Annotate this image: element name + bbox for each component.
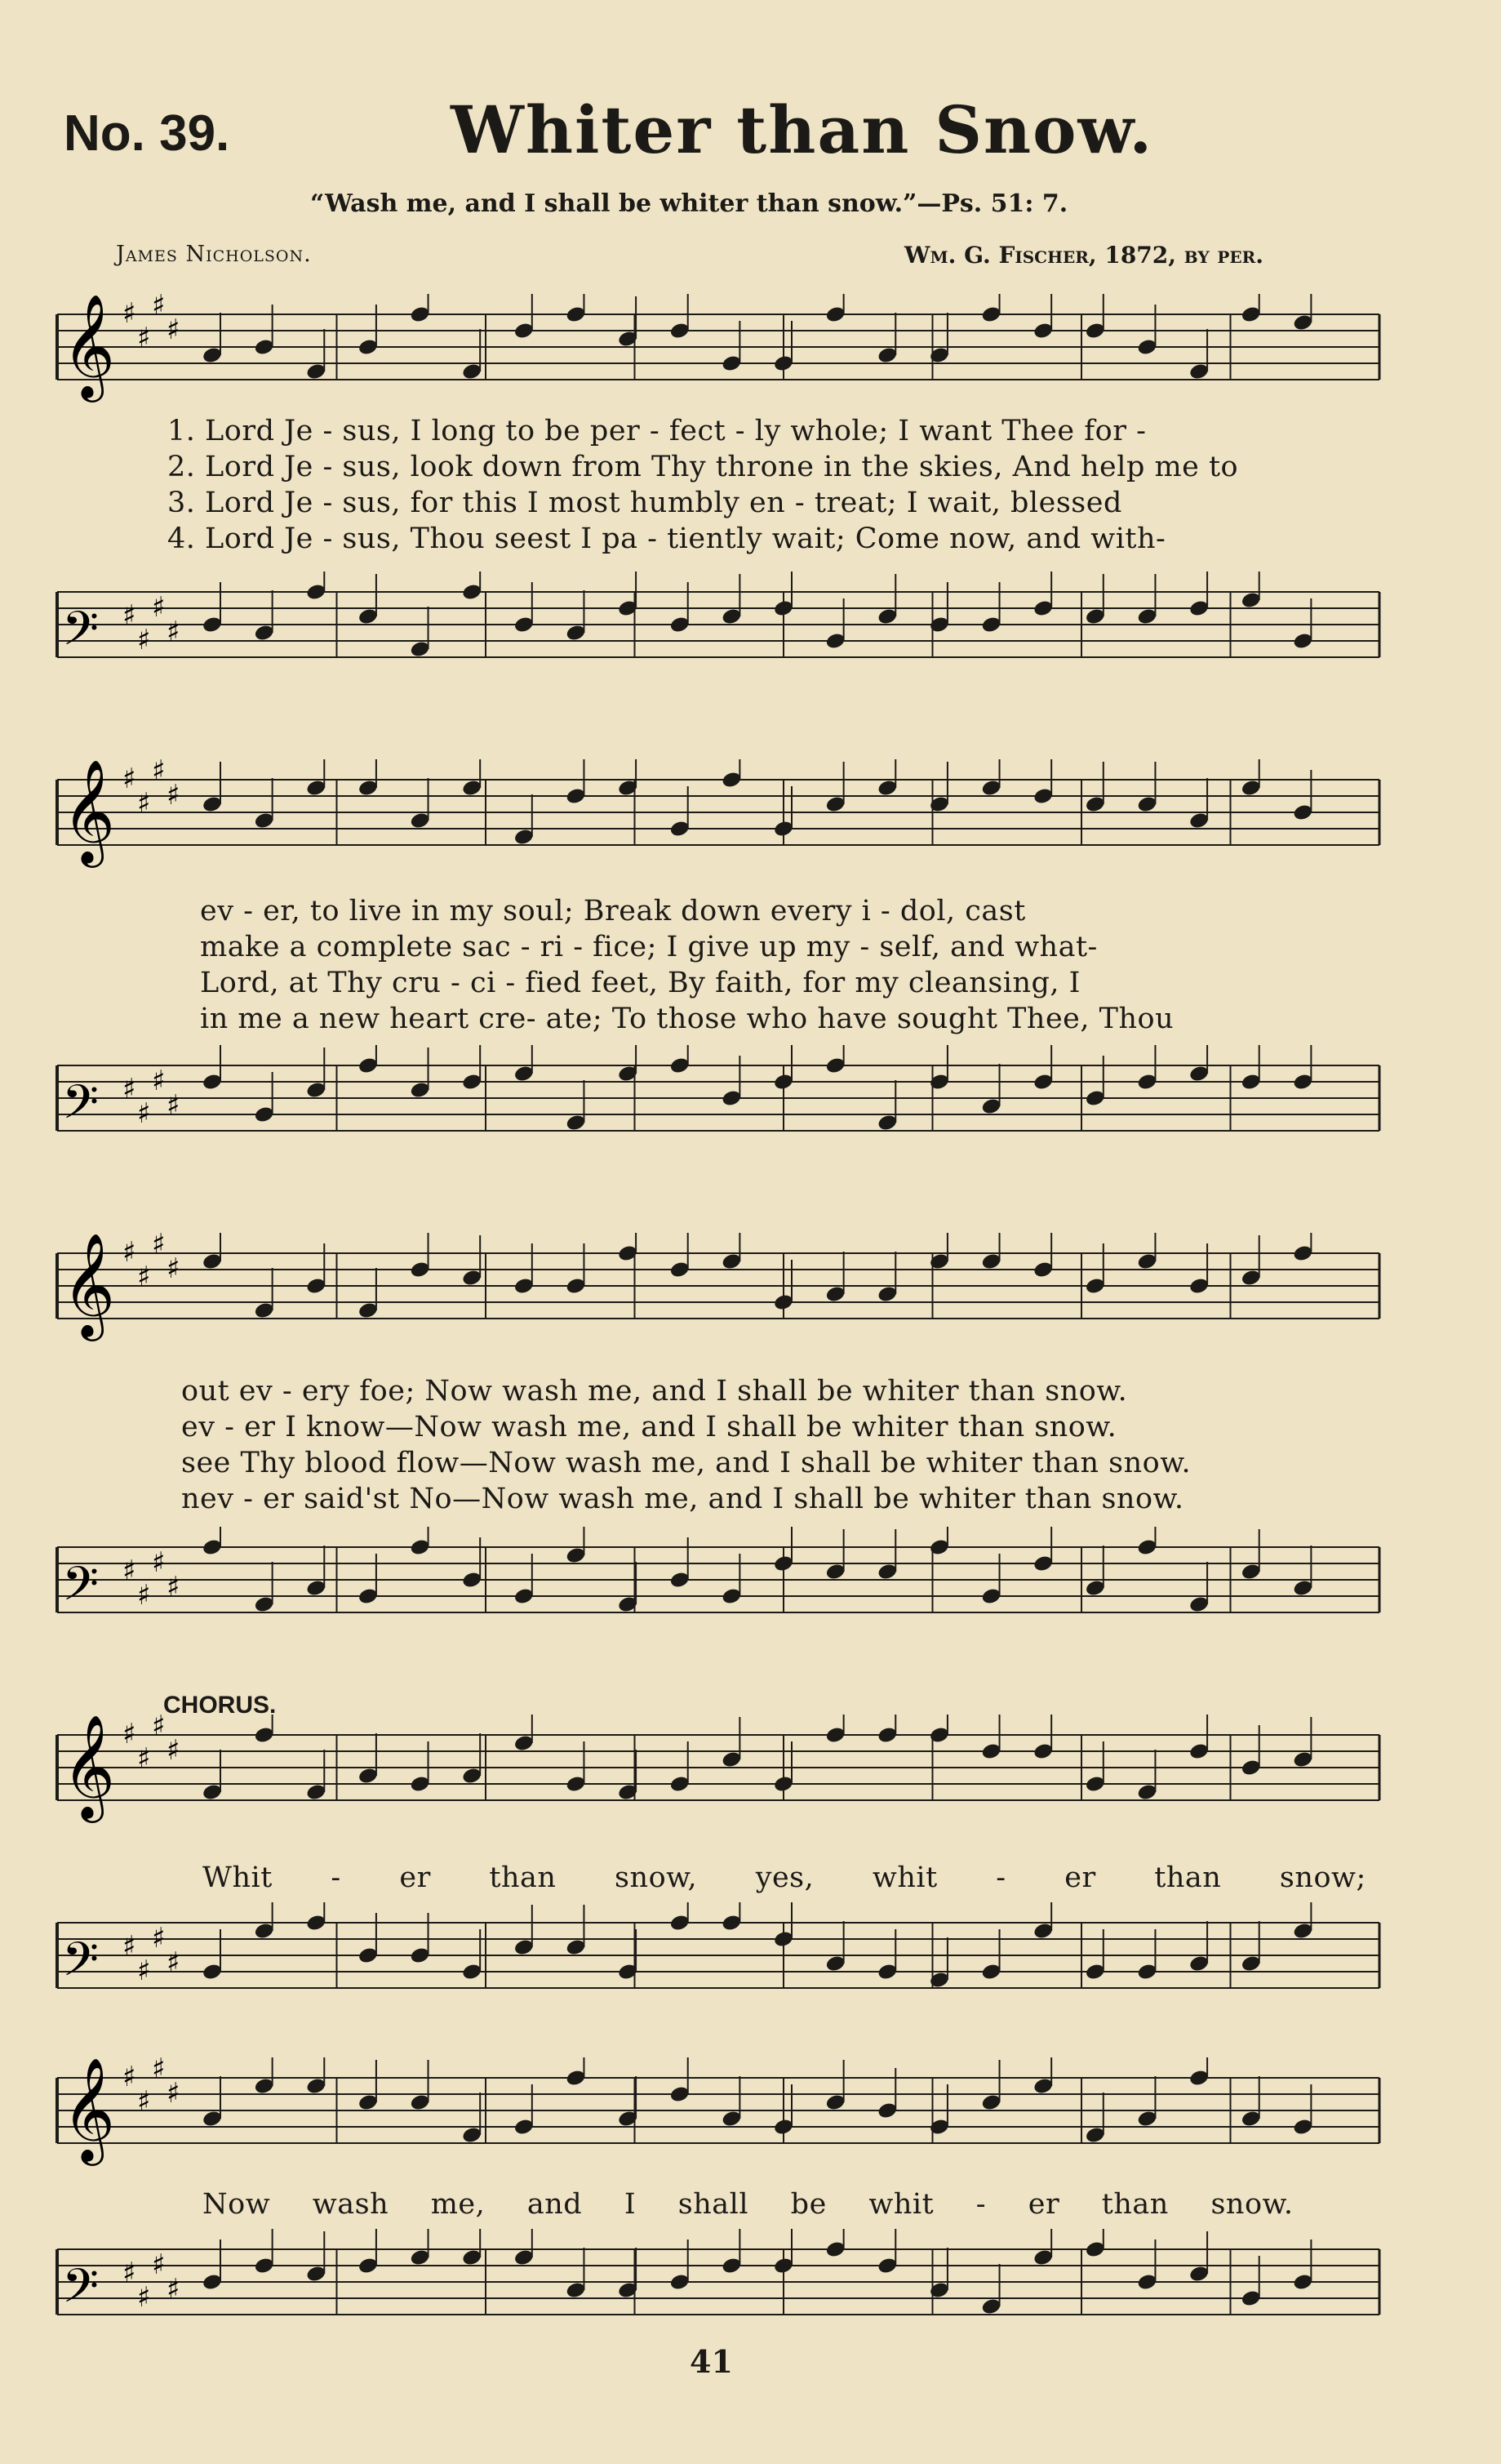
hymn-title: Whiter than Snow. [451, 91, 1154, 168]
sharp-icon: ♯ [122, 2257, 136, 2289]
sharp-icon: ♯ [167, 1571, 180, 1603]
sharp-icon: ♯ [122, 1930, 136, 1963]
sharp-icon: ♯ [122, 763, 136, 795]
sharp-icon: ♯ [137, 624, 151, 656]
treble-clef-icon: 𝄞 [62, 759, 116, 863]
sharp-icon: ♯ [137, 787, 151, 820]
chorus-2-treble-staff [0, 2057, 1501, 2204]
sharp-icon: ♯ [137, 2281, 151, 2314]
treble-clef-icon: 𝄞 [62, 2057, 116, 2161]
sharp-icon: ♯ [137, 2085, 151, 2118]
sharp-icon: ♯ [152, 1546, 166, 1579]
sharp-icon: ♯ [122, 1073, 136, 1105]
sharp-icon: ♯ [167, 1089, 180, 1122]
bass-clef-icon: 𝄢 [62, 2258, 100, 2325]
system-1-treble-staff [0, 294, 1501, 408]
sharp-icon: ♯ [152, 759, 166, 787]
sharp-icon: ♯ [152, 1233, 166, 1261]
page-number: 41 [690, 2343, 733, 2380]
chorus-1-treble-staff [0, 1715, 1501, 1861]
verse-line: see Thy blood flow—Now wash me, and I shall be whiter than snow. [181, 1447, 1192, 1479]
verse-line: ev - er I know—Now wash me, and I shall be whiter than snow. [181, 1411, 1117, 1443]
sharp-icon: ♯ [122, 1718, 136, 1750]
chorus-line: Whit - er than snow, yes, whit - er than snow; [202, 1861, 1366, 1894]
sharp-icon: ♯ [152, 1922, 166, 1955]
scripture-epigraph: “Wash me, and I shall be whiter than snow.”—Ps. 51: 7. [310, 189, 1068, 218]
sharp-icon: ♯ [122, 599, 136, 632]
sharp-icon: ♯ [167, 1734, 180, 1767]
bass-clef-icon: 𝄢 [62, 601, 100, 668]
treble-clef-icon: 𝄞 [62, 294, 116, 398]
sharp-icon: ♯ [122, 2061, 136, 2093]
verse-line: 3. Lord Je - sus, for this I most humbly en - treat; I wait, blessed [167, 487, 1122, 519]
hymn-number: No. 39. [64, 105, 230, 162]
treble-clef-icon: 𝄞 [62, 1715, 116, 1818]
sharp-icon: ♯ [167, 1252, 180, 1285]
sharp-icon: ♯ [137, 322, 151, 354]
sharp-icon: ♯ [167, 779, 180, 812]
sharp-icon: ♯ [152, 294, 166, 322]
sharp-icon: ♯ [152, 2248, 166, 2281]
sharp-icon: ♯ [122, 1236, 136, 1269]
sharp-icon: ♯ [137, 1261, 151, 1293]
sharp-icon: ♯ [152, 1065, 166, 1097]
sharp-icon: ♯ [167, 1946, 180, 1979]
bass-clef-icon: 𝄢 [62, 1932, 100, 1999]
system-2-bass-staff [0, 1045, 1501, 1184]
system-3-treble-staff [0, 1233, 1501, 1380]
bass-clef-icon: 𝄢 [62, 1556, 100, 1623]
sharp-icon: ♯ [152, 591, 166, 624]
composer-credit: Wm. G. Fischer, 1872, by per. [904, 242, 1263, 269]
sharp-icon: ♯ [167, 2273, 180, 2306]
sharp-icon: ♯ [122, 297, 136, 330]
sharp-icon: ♯ [122, 1554, 136, 1587]
chorus-1-bass-staff [0, 1902, 1501, 2008]
verse-line: Lord, at Thy cru - ci - fied feet, By faith, for my cleansing, I [200, 967, 1081, 999]
sharp-icon: ♯ [137, 1579, 151, 1612]
verse-line: out ev - ery foe; Now wash me, and I shall be whiter than snow. [181, 1375, 1128, 1408]
sharp-icon: ♯ [137, 1097, 151, 1130]
verse-line: make a complete sac - ri - fice; I give up my - self, and what- [200, 931, 1098, 963]
sharp-icon: ♯ [152, 2057, 166, 2085]
lyricist-credit: James Nicholson. [116, 242, 312, 267]
system-1-bass-staff [0, 572, 1501, 718]
verse-line: 1. Lord Je - sus, I long to be per - fect - ly whole; I want Thee for - [167, 415, 1147, 447]
verse-line: nev - er said'st No—Now wash me, and I shall be whiter than snow. [181, 1483, 1184, 1515]
system-2-treble-staff [0, 759, 1501, 898]
sharp-icon: ♯ [137, 1955, 151, 1987]
verse-line: in me a new heart cre- ate; To those who have sought Thee, Thou [200, 1003, 1175, 1035]
sharp-icon: ♯ [167, 616, 180, 648]
treble-clef-icon: 𝄞 [62, 1233, 116, 1337]
chorus-2-bass-staff [0, 2229, 1501, 2335]
sharp-icon: ♯ [152, 1715, 166, 1742]
verse-line: 4. Lord Je - sus, Thou seest I pa - tiently wait; Come now, and with- [167, 523, 1166, 555]
system-3-bass-staff [0, 1527, 1501, 1666]
chorus-line: Now wash me, and I shall be whit - er than snow. [202, 2188, 1294, 2221]
bass-clef-icon: 𝄢 [62, 1074, 100, 1141]
sharp-icon: ♯ [167, 2077, 180, 2110]
sharp-icon: ♯ [137, 1742, 151, 1775]
verse-line: ev - er, to live in my soul; Break down every i - dol, cast [200, 895, 1026, 927]
chorus-label: CHORUS. [163, 1692, 277, 1719]
sharp-icon: ♯ [167, 314, 180, 346]
verse-line: 2. Lord Je - sus, look down from Thy throne in the skies, And help me to [167, 451, 1239, 483]
